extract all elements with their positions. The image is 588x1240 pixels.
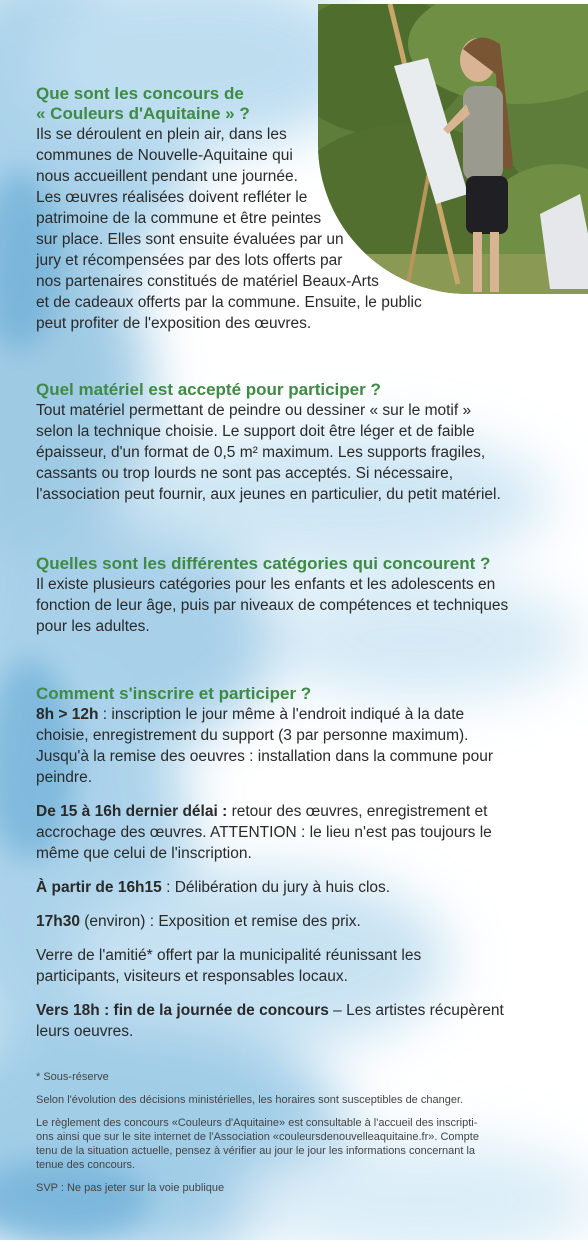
note-svp: SVP : Ne pas jeter sur la voie publique <box>36 1182 225 1194</box>
body-line: cassants ou trop lourds ne sont pas acceptés. Si nécessaire, <box>36 465 454 482</box>
body-line: Il existe plusieurs catégories pour les enfants et les adolescents en <box>36 576 496 593</box>
step-line: – Les artistes récupèrent <box>328 1002 504 1019</box>
body-line: sur place. Elles sont ensuite évaluées par un <box>36 231 344 248</box>
section-concours <box>36 84 566 334</box>
step-line: : inscription le jour même à l'endroit indiqué à la date <box>98 706 465 723</box>
body-line: et de cadeaux offerts par la commune. Ensuite, le public <box>36 294 422 311</box>
body-categories <box>36 574 566 637</box>
heading-inscription: Comment s'inscrire et participer ? <box>36 684 312 703</box>
body-concours <box>36 124 476 334</box>
step-line: accrochage des œuvres. ATTENTION : le lieu n'est pas toujours le <box>36 824 492 841</box>
step-verre <box>36 945 566 987</box>
step-time: À partir de 16h15 <box>36 879 162 896</box>
step-line: (environ) : Exposition et remise des prix. <box>79 913 361 930</box>
step-line: retour des œuvres, enregistrement et <box>227 803 488 820</box>
heading-line: « Couleurs d'Aquitaine » ? <box>36 104 250 123</box>
body-line: fonction de leur âge, puis par niveaux de compétences et techniques <box>36 597 509 614</box>
step-deliberation <box>36 877 566 898</box>
step-retour <box>36 801 566 864</box>
step-line: Jusqu'à la remise des oeuvres : installation dans la commune pour <box>36 748 494 765</box>
step-line: Verre de l'amitié* offert par la municipalité réunissant les <box>36 947 422 964</box>
heading-categories: Quelles sont les différentes catégories qui concourent ? <box>36 554 491 573</box>
note-line: Le règlement des concours «Couleurs d'Aquitaine» est consultable à l'accueil des inscripti- <box>36 1117 478 1129</box>
note-line: tenue des concours. <box>36 1159 136 1171</box>
step-line: même que celui de l'inscription. <box>36 845 252 862</box>
note-reserve: * Sous-réserve <box>36 1071 109 1083</box>
note-evolution: Selon l'évolution des décisions ministérielles, les horaires sont susceptibles de changer. <box>36 1094 464 1106</box>
section-categories <box>36 554 566 637</box>
step-line: leurs oeuvres. <box>36 1023 134 1040</box>
section-materiel <box>36 380 566 505</box>
note-reglement <box>36 1116 566 1172</box>
body-line: Ils se déroulent en plein air, dans les <box>36 126 287 143</box>
body-line: peut profiter de l'exposition des œuvres. <box>36 315 312 332</box>
step-fin <box>36 1000 566 1042</box>
body-materiel <box>36 400 566 505</box>
step-line: peindre. <box>36 769 93 786</box>
body-line: communes de Nouvelle-Aquitaine qui <box>36 147 293 164</box>
body-line: nous accueillent pendant une journée. <box>36 168 298 185</box>
section-inscription <box>36 684 566 1055</box>
step-time: 17h30 <box>36 913 80 930</box>
note-line: ons ainsi que sur le site internet de l'Association «couleursdenouvelleaquitaine.fr». Compte <box>36 1131 479 1143</box>
step-line: : Délibération du jury à huis clos. <box>161 879 391 896</box>
body-line: épaisseur, d'un format de 0,5 m² maximum. Les supports fragiles, <box>36 444 486 461</box>
body-line: patrimoine de la commune et être peintes <box>36 210 322 227</box>
heading-concours <box>36 84 296 124</box>
step-exposition <box>36 911 566 932</box>
note-line: tenu de la situation actuelle, pensez à vérifier au jour le jour les informations concernant la <box>36 1145 476 1157</box>
step-inscription <box>36 704 566 788</box>
step-time: 8h > 12h <box>36 706 99 723</box>
body-line: Les œuvres réalisées doivent refléter le <box>36 189 308 206</box>
body-line: l'association peut fournir, aux jeunes en particulier, du petit matériel. <box>36 486 501 503</box>
body-line: selon la technique choisie. Le support doit être léger et de faible <box>36 423 475 440</box>
footnotes <box>36 1070 566 1195</box>
heading-line: Que sont les concours de <box>36 84 244 103</box>
body-line: jury et récompensées par des lots offerts par <box>36 252 343 269</box>
heading-materiel: Quel matériel est accepté pour participer ? <box>36 380 381 399</box>
step-line: choisie, enregistrement du support (3 par personne maximum). <box>36 727 469 744</box>
body-line: nos partenaires constitués de matériel Beaux-Arts <box>36 273 379 290</box>
step-time: De 15 à 16h dernier délai : <box>36 803 228 820</box>
body-line: pour les adultes. <box>36 618 150 635</box>
body-line: Tout matériel permettant de peindre ou dessiner « sur le motif » <box>36 402 472 419</box>
step-line: participants, visiteurs et responsables locaux. <box>36 968 348 985</box>
step-time: Vers 18h : fin de la journée de concours <box>36 1002 329 1019</box>
